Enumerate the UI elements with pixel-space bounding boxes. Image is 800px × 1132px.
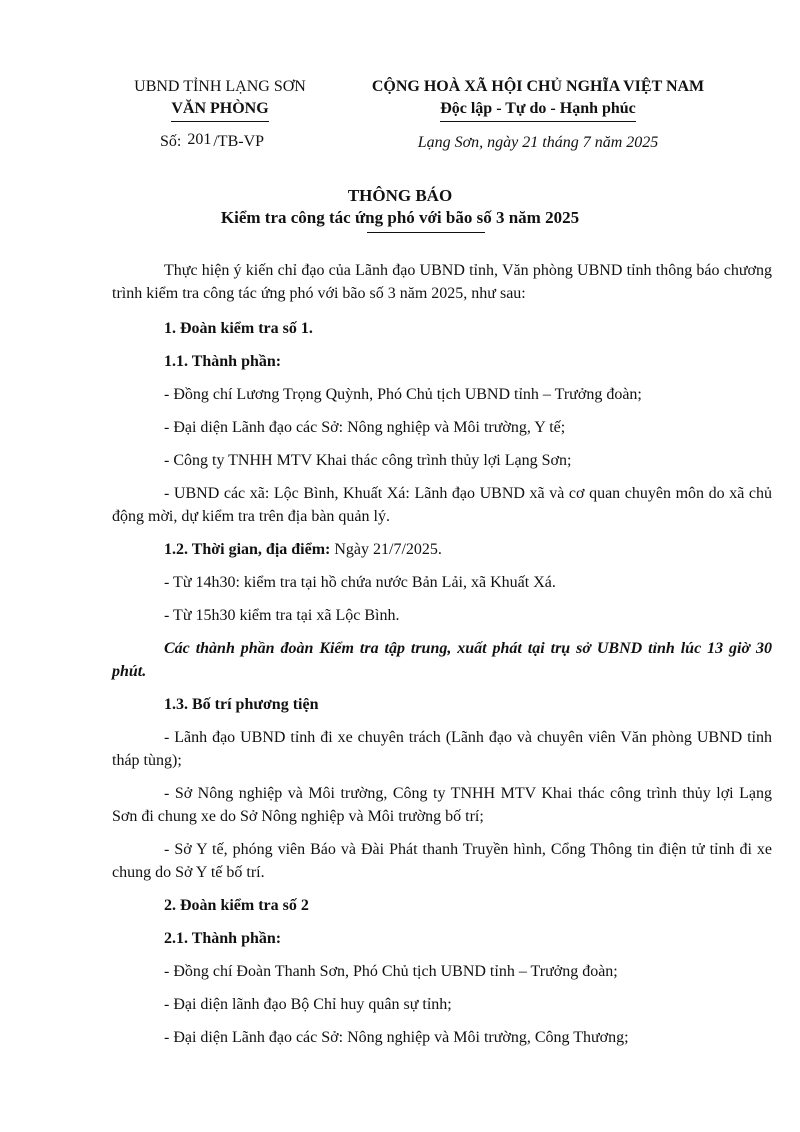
list-item: - Đại diện Lãnh đạo các Sở: Nông nghiệp và Môi trường, Công Thương; bbox=[164, 1029, 629, 1046]
time-location-line bbox=[112, 538, 772, 561]
section-heading: 1. Đoàn kiểm tra số 1. bbox=[164, 320, 313, 337]
subsection-heading: 1.2. Thời gian, địa điểm: bbox=[164, 541, 331, 558]
subsection-heading: 2.1. Thành phần: bbox=[164, 930, 282, 947]
issuer-block bbox=[112, 76, 328, 122]
document-number bbox=[160, 133, 264, 151]
subsection-heading: 1.1. Thành phần: bbox=[164, 353, 282, 370]
document-type-title: THÔNG BÁO bbox=[347, 186, 453, 205]
list-item: - Đồng chí Lương Trọng Quỳnh, Phó Chủ tịch UBND tỉnh – Trưởng đoàn; bbox=[164, 386, 642, 403]
subsection-heading: 1.3. Bố trí phương tiện bbox=[164, 696, 319, 713]
assembly-note: Các thành phần đoàn Kiểm tra tập trung, xuất phát tại trụ sở UBND tỉnh lúc 13 giờ 30 phút. bbox=[112, 640, 772, 680]
list-item: - Đại diện lãnh đạo Bộ Chỉ huy quân sự tỉnh; bbox=[164, 996, 452, 1013]
issuer-org: UBND TỈNH LẠNG SƠN bbox=[134, 78, 306, 95]
list-item: - Đại diện Lãnh đạo các Sở: Nông nghiệp và Môi trường, Y tế; bbox=[164, 419, 566, 436]
docno-suffix: /TB-VP bbox=[213, 133, 265, 150]
list-item: - Đồng chí Đoàn Thanh Sơn, Phó Chủ tịch UBND tỉnh – Trưởng đoàn; bbox=[164, 963, 618, 980]
national-heading bbox=[338, 76, 738, 122]
list-item: - Lãnh đạo UBND tỉnh đi xe chuyên trách (Lãnh đạo và chuyên viên Văn phòng UBND tỉnh tháp tùng); bbox=[112, 729, 772, 769]
title-underline bbox=[367, 232, 485, 233]
issuer-dept: VĂN PHÒNG bbox=[171, 98, 268, 122]
docno-number: 201 bbox=[187, 131, 212, 148]
list-item: - UBND các xã: Lộc Bình, Khuất Xá: Lãnh đạo UBND xã và cơ quan chuyên môn do xã chủ động mời, dự kiểm tra trên địa bàn quản lý. bbox=[112, 485, 772, 525]
list-item: - Từ 14h30: kiểm tra tại hồ chứa nước Bản Lải, xã Khuất Xá. bbox=[164, 574, 556, 591]
place-date: Lạng Sơn, ngày 21 tháng 7 năm 2025 bbox=[417, 134, 659, 151]
list-item: - Sở Nông nghiệp và Môi trường, Công ty TNHH MTV Khai thác công trình thủy lợi Lạng Sơn đi chung xe do Sở Nông nghiệp và Môi trường bố trí; bbox=[112, 785, 772, 825]
document-body bbox=[112, 259, 772, 1059]
document-subject: Kiểm tra công tác ứng phó với bão số 3 năm 2025 bbox=[220, 208, 580, 227]
nation-name: CỘNG HOÀ XÃ HỘI CHỦ NGHĨA VIỆT NAM bbox=[371, 78, 705, 95]
list-item: - Sở Y tế, phóng viên Báo và Đài Phát thanh Truyền hình, Cổng Thông tin điện tử tỉnh đi xe chung do Sở Y tế bố trí. bbox=[112, 841, 772, 881]
list-item: - Công ty TNHH MTV Khai thác công trình thủy lợi Lạng Sơn; bbox=[164, 452, 572, 469]
docno-prefix: Số: bbox=[160, 133, 182, 150]
time-location-value: Ngày 21/7/2025. bbox=[330, 541, 442, 558]
intro-paragraph: Thực hiện ý kiến chỉ đạo của Lãnh đạo UBND tỉnh, Văn phòng UBND tỉnh thông báo chương trình kiểm tra công tác ứng phó với bão số 3 năm 2025, như sau: bbox=[112, 262, 772, 302]
national-motto: Độc lập - Tự do - Hạnh phúc bbox=[440, 98, 636, 122]
section-heading: 2. Đoàn kiểm tra số 2 bbox=[164, 897, 309, 914]
list-item: - Từ 15h30 kiểm tra tại xã Lộc Bình. bbox=[164, 607, 400, 624]
